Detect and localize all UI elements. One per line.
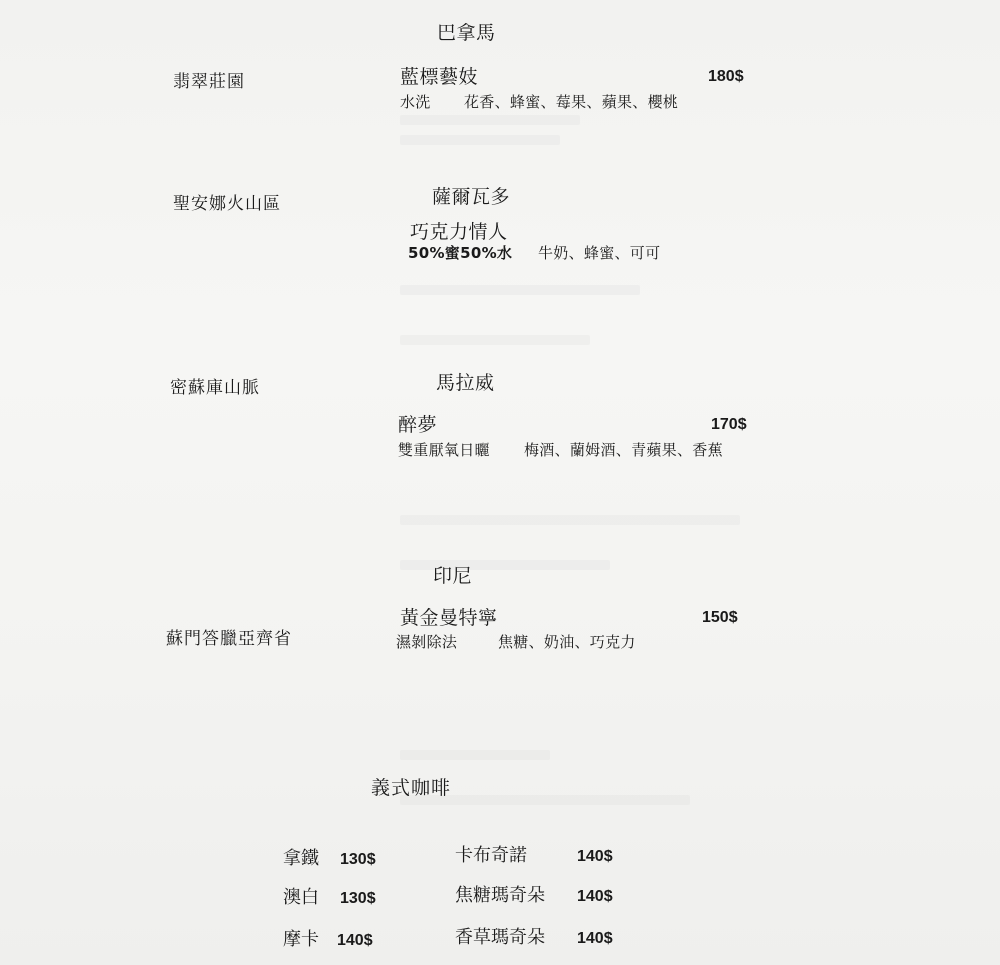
flavor-notes: 牛奶、蜂蜜、可可 bbox=[538, 244, 661, 262]
process-method: 水洗 bbox=[400, 93, 431, 111]
coffee-price: 170$ bbox=[711, 416, 747, 433]
coffee-name: 巧克力情人 bbox=[410, 221, 508, 243]
menu-item-price: 140$ bbox=[337, 932, 373, 949]
coffee-price: 180$ bbox=[708, 68, 744, 85]
menu-item-price: 140$ bbox=[577, 888, 613, 905]
process-method: 50%蜜50%水 bbox=[408, 244, 513, 262]
menu-item-name: 香草瑪奇朵 bbox=[455, 927, 545, 948]
menu-item-name: 卡布奇諾 bbox=[455, 845, 527, 866]
process-method: 濕剝除法 bbox=[396, 633, 458, 651]
country-heading: 馬拉威 bbox=[436, 372, 495, 394]
show-through-mark bbox=[400, 335, 590, 345]
show-through-mark bbox=[400, 515, 740, 525]
coffee-name: 藍標藝妓 bbox=[400, 66, 479, 88]
menu-item-price: 140$ bbox=[577, 930, 613, 947]
show-through-mark bbox=[400, 750, 550, 760]
process-method: 雙重厭氧日曬 bbox=[398, 441, 490, 459]
country-heading: 巴拿馬 bbox=[437, 22, 496, 44]
region-label: 聖安娜火山區 bbox=[173, 194, 281, 214]
coffee-name: 醉夢 bbox=[398, 414, 438, 436]
show-through-mark bbox=[400, 285, 640, 295]
flavor-notes: 焦糖、奶油、巧克力 bbox=[498, 633, 636, 651]
country-heading: 印尼 bbox=[433, 565, 473, 587]
menu-item-price: 130$ bbox=[340, 890, 376, 907]
coffee-name: 黃金曼特寧 bbox=[400, 607, 498, 629]
espresso-section-title: 義式咖啡 bbox=[371, 777, 452, 799]
show-through-mark bbox=[400, 135, 560, 145]
region-label: 密蘇庫山脈 bbox=[170, 378, 260, 398]
flavor-notes: 梅酒、蘭姆酒、青蘋果、香蕉 bbox=[524, 441, 723, 459]
flavor-notes: 花香、蜂蜜、莓果、蘋果、櫻桃 bbox=[464, 93, 679, 111]
menu-item-name: 焦糖瑪奇朵 bbox=[455, 885, 545, 906]
region-label: 翡翠莊園 bbox=[173, 72, 245, 92]
coffee-price: 150$ bbox=[702, 609, 738, 626]
menu-item-name: 摩卡 bbox=[283, 929, 319, 950]
country-heading: 薩爾瓦多 bbox=[432, 186, 511, 208]
show-through-mark bbox=[400, 560, 610, 570]
region-label: 蘇門答臘亞齊省 bbox=[166, 629, 292, 649]
menu-item-name: 拿鐵 bbox=[283, 848, 319, 869]
menu-item-price: 130$ bbox=[340, 851, 376, 868]
menu-item-price: 140$ bbox=[577, 848, 613, 865]
show-through-mark bbox=[400, 115, 580, 125]
menu-item-name: 澳白 bbox=[283, 887, 319, 908]
